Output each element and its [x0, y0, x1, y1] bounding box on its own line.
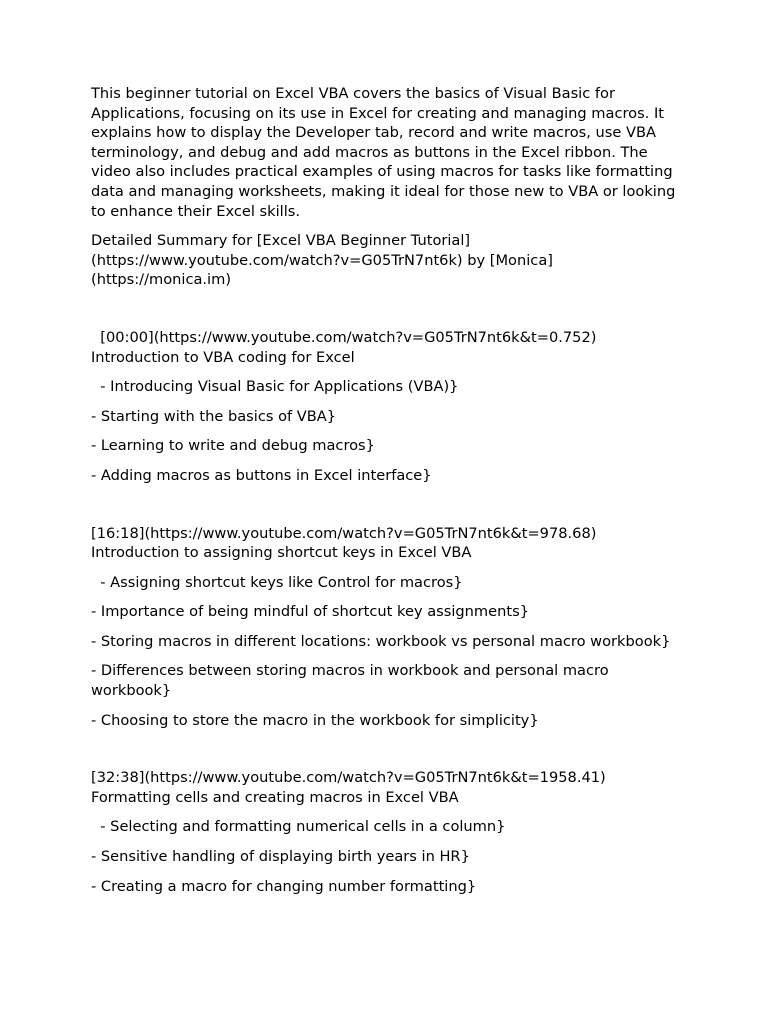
list-item: - Creating a macro for changing number formatting}	[91, 877, 477, 895]
list-item: - Sensitive handling of displaying birth years in HR}	[91, 848, 470, 866]
section-title: Introduction to assigning shortcut keys in Excel VBA	[91, 544, 472, 562]
list-item: - Learning to write and debug macros}	[91, 437, 375, 455]
summary-heading: Detailed Summary for [Excel VBA Beginner Tutorial](https://www.youtube.com/watch?v=G05TrN7nt6k) by [Monica](https://monica.im)	[91, 232, 553, 289]
section-title: Introduction to VBA coding for Excel	[91, 348, 355, 366]
list-item: - Differences between storing macros in workbook and personal macro workbook}	[91, 662, 614, 700]
intro-paragraph: This beginner tutorial on Excel VBA covers the basics of Visual Basic for Applications, focusing on its use in Excel for creating and managing macros. It explains how to display the Developer tab, record and write macros, use VBA terminology, and debug and add macros as buttons in the Excel ribbon. The video also includes practical examples of using macros for tasks like formatting data and managing worksheets, making it ideal for those new to VBA or looking to enhance their Excel skills.	[91, 85, 680, 220]
list-item: - Introducing Visual Basic for Applications (VBA)}	[91, 378, 459, 396]
section-0	[91, 328, 691, 486]
section-timestamp: [32:38](https://www.youtube.com/watch?v=G05TrN7nt6k&t=1958.41)	[91, 769, 606, 787]
section-2	[91, 768, 691, 896]
document-page	[91, 84, 691, 906]
section-timestamp: [00:00](https://www.youtube.com/watch?v=G05TrN7nt6k&t=0.752)	[91, 328, 597, 346]
list-item: - Choosing to store the macro in the workbook for simplicity}	[91, 711, 539, 729]
list-item: - Assigning shortcut keys like Control for macros}	[91, 573, 463, 591]
list-item: - Starting with the basics of VBA}	[91, 407, 337, 425]
list-item: - Storing macros in different locations: workbook vs personal macro workbook}	[91, 632, 671, 650]
section-timestamp: [16:18](https://www.youtube.com/watch?v=G05TrN7nt6k&t=978.68)	[91, 524, 597, 542]
list-item: - Importance of being mindful of shortcut key assignments}	[91, 603, 529, 621]
list-item: - Selecting and formatting numerical cells in a column}	[91, 818, 506, 836]
list-item: - Adding macros as buttons in Excel interface}	[91, 466, 432, 484]
section-1	[91, 524, 691, 731]
section-title: Formatting cells and creating macros in Excel VBA	[91, 788, 459, 806]
